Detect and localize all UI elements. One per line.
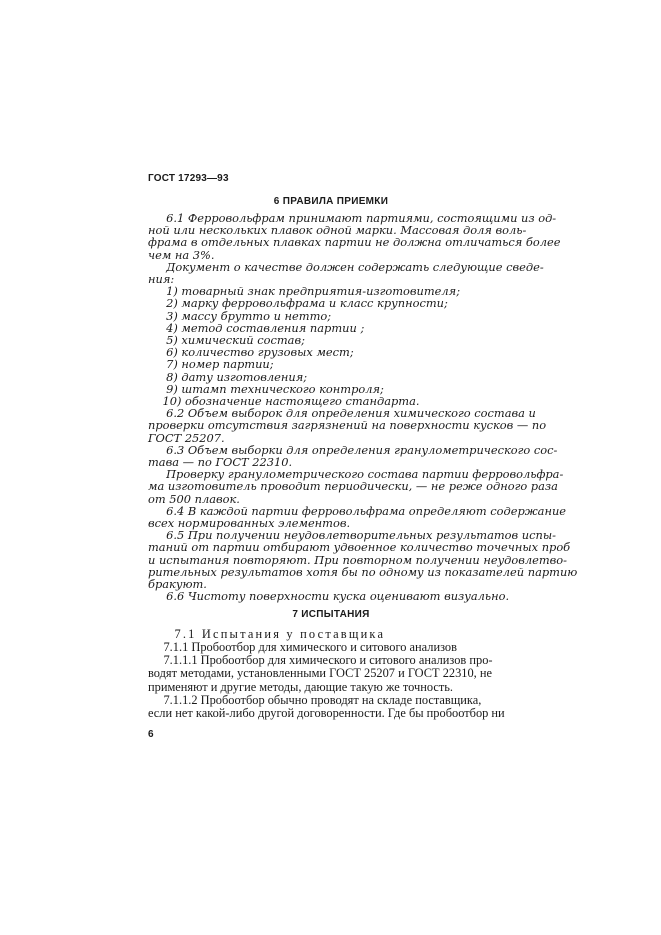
text-line: ной или нескольких плавок одной марки. Массовая доля воль- (148, 223, 527, 238)
text-line: 7.1.1 Пробоотбор для химического и ситового анализов (148, 640, 457, 654)
text-line: 1) товарный знак предприятия-изготовителя; (148, 284, 461, 299)
text-line: фрама в отдельных плавках партии не должна отличаться более (148, 235, 561, 250)
text-line: 7) номер партии; (148, 357, 274, 372)
text-line: Документ о качестве должен содержать следующие сведе- (148, 259, 544, 274)
text-line: 6.2 Объем выборок для определения химического состава и (148, 406, 536, 421)
text-line: водят методами, установленными ГОСТ 25207 и ГОСТ 22310, не (148, 666, 493, 681)
text-line: 5) химический состав; (148, 333, 305, 348)
text-line: применяют и другие методы, дающие такую же точность. (148, 679, 453, 694)
text-line: 8) дату изготовления; (148, 369, 308, 384)
document-code-header: ГОСТ 17293—93 (148, 173, 229, 184)
text-line: всех нормированных элементов. (148, 516, 351, 531)
text-line: 7.1.1.2 Пробоотбор обычно проводят на складе поставщика, (148, 692, 482, 707)
text-line: 6.1 Ферровольфрам принимают партиями, состоящими из од- (148, 211, 557, 225)
text-line: 6.3 Объем выборки для определения гранулометрического сос- (148, 442, 558, 457)
section-6-body (148, 211, 578, 604)
text-line: 7.1.1.1 Пробоотбор для химического и ситового анализов про- (148, 653, 493, 668)
text-line: 10) обозначение настоящего стандарта. (148, 394, 420, 409)
text-line: 6.4 В каждой партии ферровольфрама определяют содержание (148, 503, 567, 518)
text-line: если нет какой-либо другой договоренности. Где бы пробоотбор ни (148, 706, 505, 721)
text-line: бракуют. (148, 577, 207, 592)
text-line: 6.5 При получении неудовлетворительных результатов испы- (148, 528, 556, 543)
page-number: 6 (148, 729, 154, 740)
text-line: 9) штамп технического контроля; (148, 381, 384, 396)
text-line: таний от партии отбирают удвоенное количество точечных проб (148, 540, 571, 555)
text-line: тава — по ГОСТ 22310. (148, 455, 293, 470)
text-line: 4) метод составления партии ; (148, 320, 365, 335)
text-line: ГОСТ 25207. (148, 430, 225, 445)
text-line: 3) массу брутто и нетто; (148, 308, 332, 323)
text-line: рительных результатов хотя бы по одному из показателей партию (148, 564, 578, 579)
text-line: и испытания повторяют. При повторном получении неудовлетво- (148, 552, 568, 567)
text-line: чем на 3%. (148, 247, 215, 262)
section-7-1-subtitle: 7.1 Испытания у поставщика (148, 627, 386, 641)
text-line: проверки отсутствия загрязнений на поверхности кусков — по (148, 418, 547, 433)
text-line: 6.6 Чистоту поверхности куска оценивают визуально. (148, 589, 510, 604)
section-7-body (148, 641, 514, 720)
text-line: 6) количество грузовых мест; (148, 345, 354, 360)
text-line: Проверку гранулометрического состава партии ферровольфра- (148, 467, 564, 482)
section-6-title: 6 ПРАВИЛА ПРИЕМКИ (273, 196, 389, 207)
text-line: ния: (148, 272, 175, 287)
section-7-title: 7 ИСПЫТАНИЯ (292, 609, 370, 620)
text-line: от 500 плавок. (148, 491, 240, 506)
text-line: 2) марку ферровольфрама и класс крупности; (148, 296, 448, 311)
text-line: ма изготовитель проводит периодически, — не реже одного раза (148, 479, 558, 494)
